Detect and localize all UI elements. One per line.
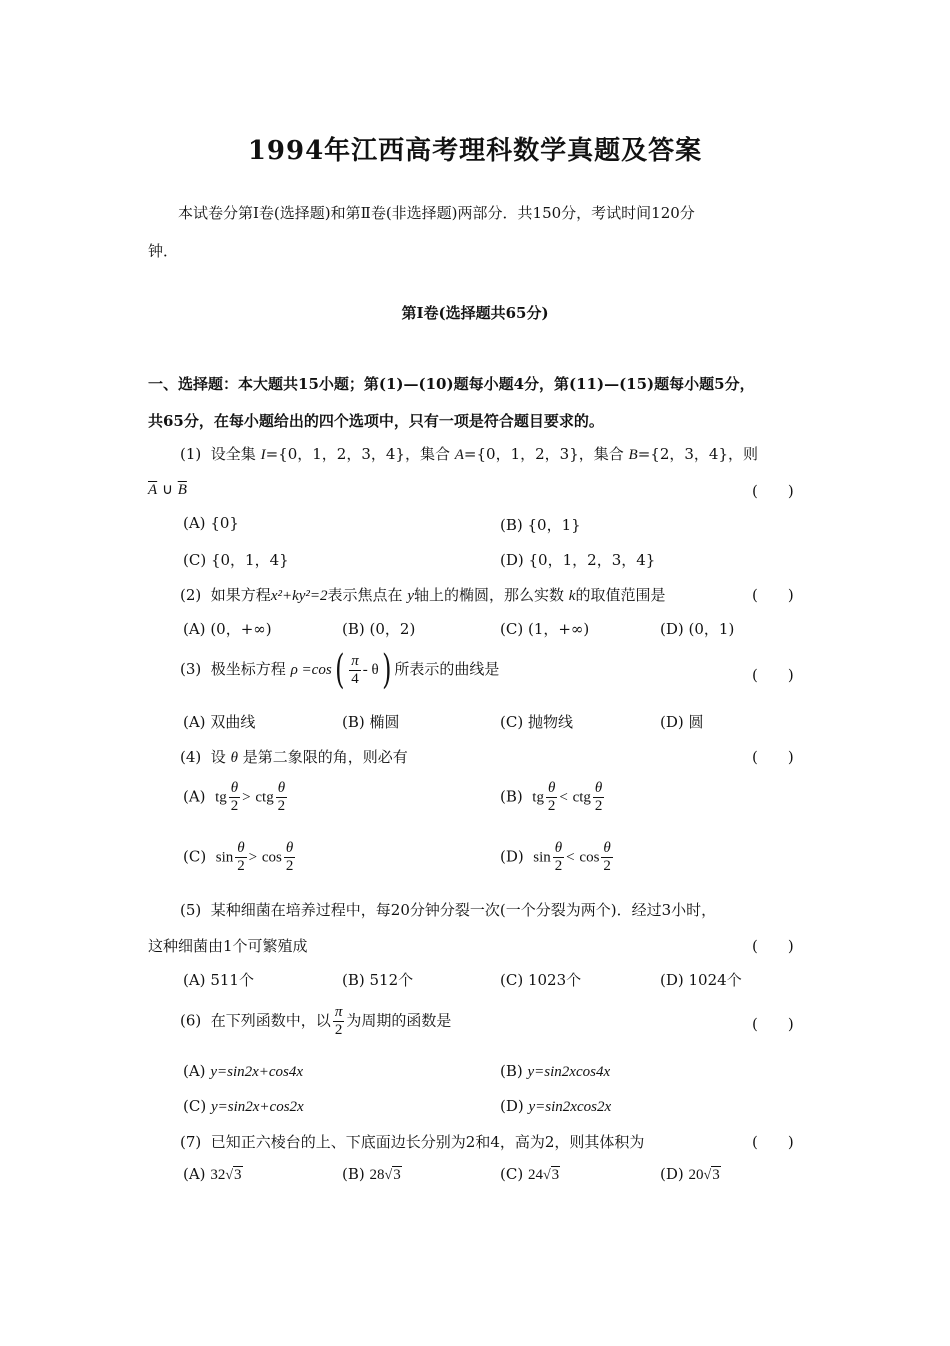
option-b xyxy=(342,711,400,732)
radical-sign: √ xyxy=(542,1168,551,1183)
fraction xyxy=(235,840,246,875)
relation: < xyxy=(566,849,575,866)
math-operator: ∪ xyxy=(161,482,173,498)
option-label: (D) xyxy=(660,1165,684,1183)
question-text: 设全集 xyxy=(210,445,256,463)
fraction xyxy=(349,653,361,688)
fraction-denominator: 2 xyxy=(237,858,245,874)
question-text: 所表示的曲线是 xyxy=(394,660,500,678)
option-text: 椭圆 xyxy=(369,713,400,731)
option-d xyxy=(660,618,734,639)
fraction-denominator: 2 xyxy=(277,798,286,814)
option-d xyxy=(660,1165,721,1184)
question-text: 极坐标方程 xyxy=(210,660,286,678)
fraction-denominator: 2 xyxy=(285,858,294,874)
option-label: (C) xyxy=(500,971,524,989)
math-var: k xyxy=(568,588,576,604)
option-text: 1024个 xyxy=(688,971,742,989)
question-3-stem xyxy=(180,647,500,693)
fraction-numerator: θ xyxy=(547,780,556,796)
radicand: 3 xyxy=(393,1167,401,1183)
question-text: 为周期的函数是 xyxy=(346,1011,452,1030)
option-label: (A) xyxy=(183,971,206,989)
intro-line-2: 钟． xyxy=(148,242,179,260)
question-number: (3) xyxy=(180,660,202,678)
option-label: (D) xyxy=(500,551,524,569)
relation: < xyxy=(559,789,568,806)
option-label: (D) xyxy=(660,713,684,731)
question-text: ={0，1，2，3}，集合 xyxy=(463,445,624,463)
sqrt-icon xyxy=(385,1167,402,1184)
function-name: ctg xyxy=(572,789,591,806)
option-c xyxy=(183,549,289,570)
relation: > xyxy=(242,789,251,806)
option-d xyxy=(500,549,655,570)
answer-blank: ( ) xyxy=(752,482,794,500)
question-text: 表示焦点在 xyxy=(327,586,403,604)
option-label: (B) xyxy=(342,1165,365,1183)
question-text: ={2，3，4}，则 xyxy=(637,445,759,463)
option-label: (A) xyxy=(183,620,206,638)
question-text: 的取值范围是 xyxy=(575,586,666,604)
function-name: ctg xyxy=(255,789,274,806)
question-1-expression xyxy=(148,480,187,499)
question-text: 轴上的椭圆，那么实数 xyxy=(414,586,565,604)
option-text: 512个 xyxy=(369,971,414,989)
question-1-stem xyxy=(180,443,758,464)
math-var: B xyxy=(628,447,638,463)
fraction-numerator: θ xyxy=(237,840,245,856)
answer-blank: ( ) xyxy=(752,937,794,955)
function-name: tg xyxy=(532,789,544,806)
right-paren-icon: ) xyxy=(381,647,392,693)
option-label: (B) xyxy=(500,787,523,806)
option-label: (C) xyxy=(500,1165,524,1183)
fraction-denominator: 4 xyxy=(351,670,359,687)
option-a xyxy=(183,711,255,732)
option-text: (0，1) xyxy=(688,620,735,638)
option-d xyxy=(500,840,615,875)
option-text: 圆 xyxy=(688,713,704,731)
question-5-line-2: 这种细菌由1个可繁殖成 xyxy=(148,937,308,955)
question-number: (1) xyxy=(180,445,202,463)
fraction-denominator: 2 xyxy=(594,798,603,814)
fraction-denominator: 2 xyxy=(334,1022,343,1038)
option-label: (A) xyxy=(183,1062,206,1080)
option-c xyxy=(500,618,589,639)
fraction xyxy=(593,780,604,815)
radicand: 3 xyxy=(712,1167,720,1183)
question-text: 在下列函数中，以 xyxy=(210,1011,331,1030)
option-text: 双曲线 xyxy=(210,713,256,731)
option-label: (D) xyxy=(660,971,684,989)
question-4-stem xyxy=(180,746,408,767)
option-text: y=sin2xcos4x xyxy=(527,1064,611,1080)
question-6-stem xyxy=(180,1004,451,1039)
option-label: (B) xyxy=(342,713,365,731)
option-label: (A) xyxy=(183,787,206,806)
option-text: 28 xyxy=(369,1167,385,1183)
option-label: (C) xyxy=(183,847,207,866)
option-label: (B) xyxy=(342,620,365,638)
option-label: (D) xyxy=(500,847,524,866)
fraction-denominator: 2 xyxy=(547,798,556,814)
radical-sign: √ xyxy=(703,1168,712,1183)
fraction-denominator: 2 xyxy=(554,858,563,874)
option-text: {0，1，2，3，4} xyxy=(528,551,656,569)
fraction-numerator: θ xyxy=(603,840,611,856)
fraction-denominator: 2 xyxy=(230,798,239,814)
answer-blank: ( ) xyxy=(752,1133,794,1151)
math-var: y xyxy=(407,588,414,604)
option-c xyxy=(500,969,581,990)
radicand: 3 xyxy=(551,1167,560,1183)
math-var: A xyxy=(454,447,464,463)
question-text: 如果方程 xyxy=(210,586,271,604)
math-var: $\overline{B}$ xyxy=(177,482,187,498)
answer-blank: ( ) xyxy=(752,1015,794,1033)
option-b xyxy=(342,1165,402,1184)
option-d xyxy=(660,969,742,990)
question-5-stem xyxy=(180,899,716,920)
option-label: (B) xyxy=(500,516,523,534)
option-a xyxy=(183,1062,303,1081)
radical-sign: √ xyxy=(384,1168,393,1183)
option-label: (D) xyxy=(500,1097,524,1115)
question-number: (6) xyxy=(180,1011,202,1030)
option-label: (C) xyxy=(500,620,524,638)
fraction-numerator: θ xyxy=(554,840,563,856)
option-text: y=sin2xcos2x xyxy=(528,1099,612,1115)
radicand: 3 xyxy=(234,1167,242,1183)
option-text: 32 xyxy=(210,1167,226,1183)
function-name: cos xyxy=(579,849,600,866)
math-var: I xyxy=(260,447,266,463)
section-heading: 第Ⅰ卷(选择题共65分) xyxy=(401,304,549,322)
option-text: {0} xyxy=(210,514,239,532)
option-a xyxy=(183,514,239,532)
part-heading-line-1: 一、选择题：本大题共15小题；第(1)—(10)题每小题4分，第(11)—(15)题每小题5分， xyxy=(148,375,755,393)
option-a xyxy=(183,780,289,815)
option-text: 511个 xyxy=(210,971,254,989)
fraction xyxy=(229,780,240,815)
fraction xyxy=(333,1004,345,1039)
sqrt-icon xyxy=(543,1167,560,1184)
option-label: (C) xyxy=(183,1097,207,1115)
fraction xyxy=(284,840,295,875)
option-text: 1023个 xyxy=(527,971,582,989)
question-number: (5) xyxy=(180,901,202,919)
option-b xyxy=(342,618,415,639)
option-a xyxy=(183,969,254,990)
function-name: sin xyxy=(533,849,551,866)
answer-blank: ( ) xyxy=(752,748,794,766)
question-7-stem xyxy=(180,1131,644,1152)
option-text: (0，+∞) xyxy=(210,620,272,638)
fraction-numerator: θ xyxy=(285,840,294,856)
option-b xyxy=(500,514,581,535)
option-c xyxy=(183,840,297,875)
sqrt-icon xyxy=(225,1167,242,1184)
equation: x²+ky²=2 xyxy=(270,588,328,604)
answer-blank: ( ) xyxy=(752,586,794,604)
option-label: (A) xyxy=(183,713,206,731)
equation: - θ xyxy=(362,662,379,678)
option-text: (1，+∞) xyxy=(527,620,590,638)
question-text: 已知正六棱台的上、下底面边长分别为2和4，高为2，则其体积为 xyxy=(210,1133,645,1151)
function-name: sin xyxy=(215,849,234,866)
option-c xyxy=(183,1097,304,1116)
intro-line-1: 本试卷分第Ⅰ卷(选择题)和第Ⅱ卷(非选择题)两部分．共150分，考试时间120分 xyxy=(178,204,695,222)
option-text: 24 xyxy=(527,1167,543,1183)
fraction xyxy=(553,840,564,875)
fraction xyxy=(276,780,287,815)
option-d xyxy=(660,711,704,732)
sqrt-icon xyxy=(704,1167,721,1184)
radical-sign: √ xyxy=(225,1168,234,1183)
question-text: ={0，1，2，3，4}，集合 xyxy=(265,445,450,463)
part-heading-line-2: 共65分，在每小题给出的四个选项中，只有一项是符合题目要求的。 xyxy=(148,412,604,430)
answer-blank: ( ) xyxy=(752,666,794,684)
math-var: θ xyxy=(230,750,238,766)
fraction-numerator: θ xyxy=(230,780,239,796)
relation: > xyxy=(248,849,258,866)
question-2-stem xyxy=(180,584,665,605)
fraction-denominator: 2 xyxy=(603,858,611,874)
question-text: 是第二象限的角，则必有 xyxy=(242,748,408,766)
fraction-numerator: θ xyxy=(594,780,603,796)
option-a xyxy=(183,1165,243,1184)
option-text: {0，1，4} xyxy=(210,551,289,569)
option-a xyxy=(183,618,272,639)
option-c xyxy=(500,711,573,732)
option-text: y=sin2x+cos2x xyxy=(210,1099,304,1115)
option-label: (B) xyxy=(342,971,365,989)
option-label: (C) xyxy=(183,551,207,569)
fraction-numerator: π xyxy=(351,652,359,669)
question-text: 某种细菌在培养过程中，每20分钟分裂一次(一个分裂为两个)．经过3小时， xyxy=(210,901,717,919)
question-number: (2) xyxy=(180,586,202,604)
question-number: (4) xyxy=(180,748,202,766)
option-text: y=sin2x+cos4x xyxy=(210,1064,304,1080)
equation: ρ =cos xyxy=(290,662,332,678)
option-label: (A) xyxy=(183,1165,206,1183)
option-label: (B) xyxy=(500,1062,523,1080)
option-text: 20 xyxy=(688,1167,704,1183)
fraction xyxy=(601,840,612,875)
left-paren-icon: ( xyxy=(334,647,345,693)
option-text: {0，1} xyxy=(527,516,581,534)
page-title: 1994年江西高考理科数学真题及答案 xyxy=(247,136,703,166)
option-label: (C) xyxy=(500,713,524,731)
option-b xyxy=(500,1062,610,1081)
fraction xyxy=(546,780,557,815)
option-d xyxy=(500,1097,611,1116)
option-label: (D) xyxy=(660,620,684,638)
question-number: (7) xyxy=(180,1133,202,1151)
option-b xyxy=(342,969,413,990)
math-var: $\overline{A}$ xyxy=(148,482,158,498)
function-name: cos xyxy=(261,849,282,866)
option-text: 抛物线 xyxy=(527,713,573,731)
question-text: 设 xyxy=(210,748,226,766)
option-c xyxy=(500,1165,560,1184)
option-b xyxy=(500,780,606,815)
fraction-numerator: π xyxy=(334,1004,343,1020)
option-text: (0，2) xyxy=(369,620,416,638)
fraction-numerator: θ xyxy=(277,780,286,796)
option-label: (A) xyxy=(183,514,206,532)
function-name: tg xyxy=(215,789,227,806)
